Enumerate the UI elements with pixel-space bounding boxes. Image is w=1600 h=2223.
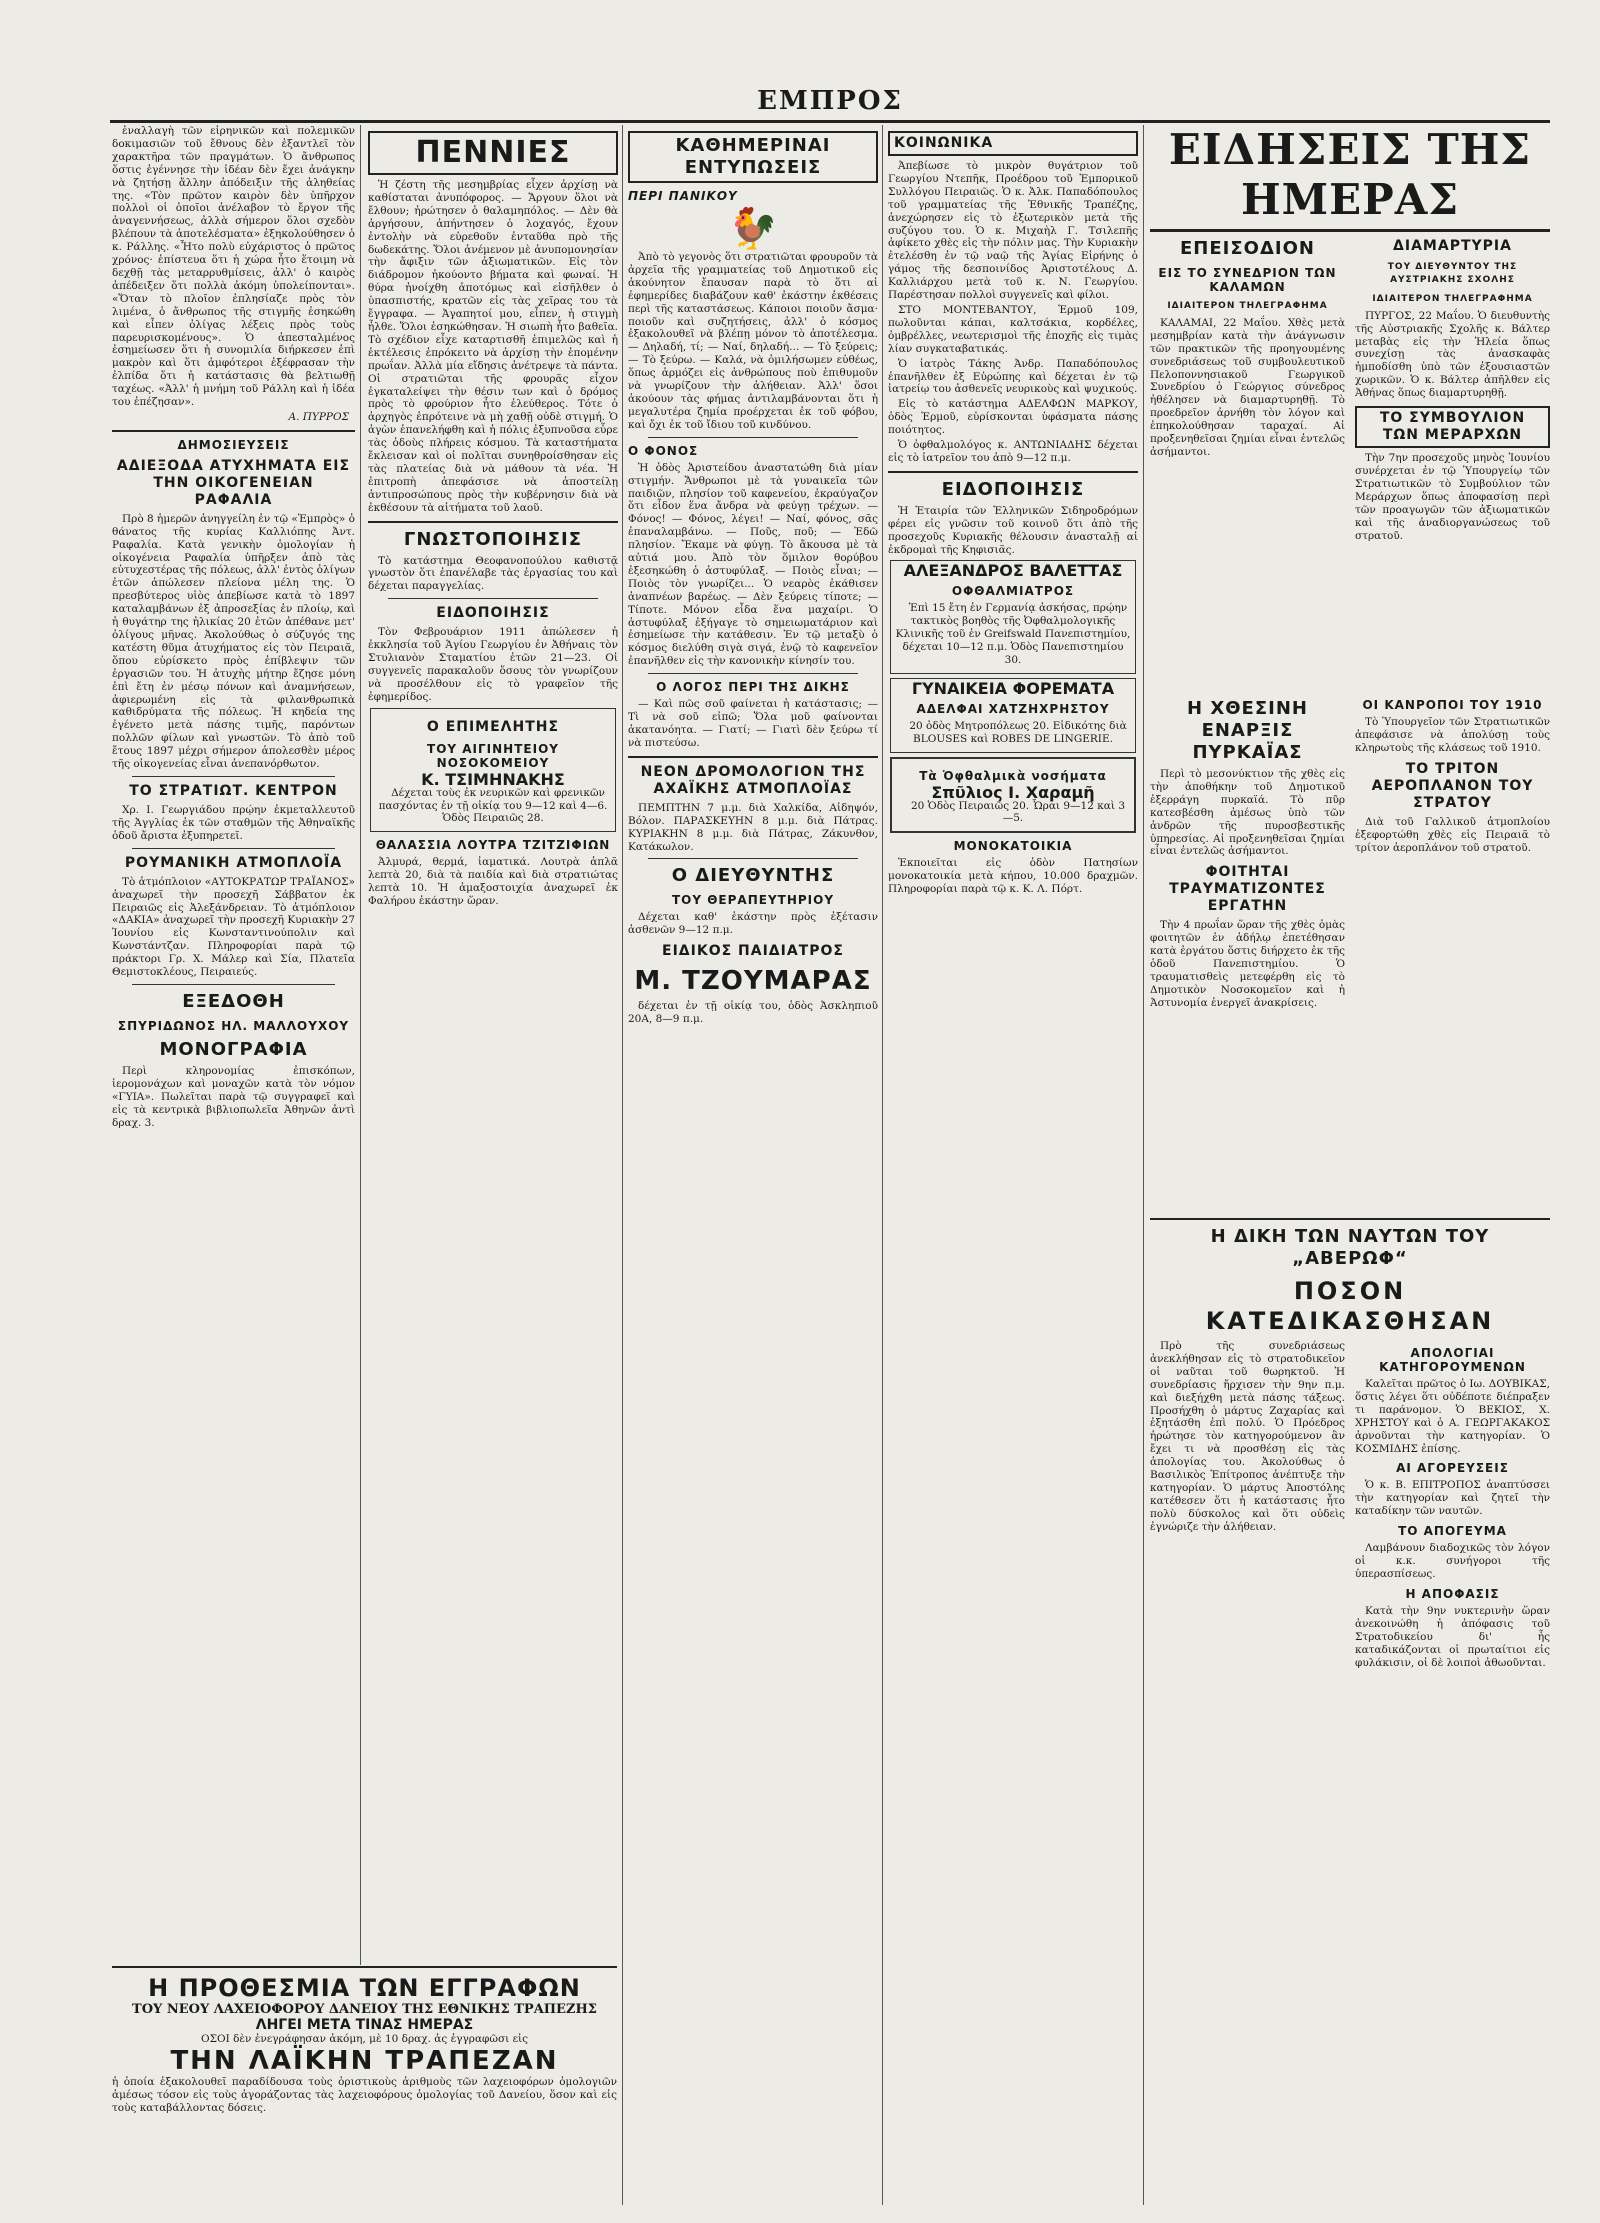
article-headline: Η ΔΙΚΗ ΤΩΝ ΝΑΥΤΩΝ ΤΟΥ „ΑΒΕΡΩΦ“ [1210, 1226, 1490, 1269]
ad-text: Ἀλμυρά, θερμά, ἰαματικά. Λουτρὰ ἁπλᾶ λεπτὰ 20, διὰ τὰ παιδία καὶ διὰ στρατιώτας λεπτὰ 10. Ἡ ἀμαξοστοιχία ἀναχωρεῖ ἐκ Φαλήρου ἑκάστην ὥραν. [368, 856, 618, 908]
column-divider [360, 125, 361, 1965]
article-headline: ΟΙ ΚΑΝΡΟΠΟΙ ΤΟΥ 1910 [1362, 698, 1543, 712]
divider [388, 598, 598, 599]
advertisement [890, 560, 1136, 673]
article-text: Κατὰ τὴν 9ην νυκτερινὴν ὥραν ἀνεκοινώθη ἡ ἀπόφασις τοῦ Στρατοδικείου δι' ἧς καταδικάζονται οἱ πρωταίτιοι εἰς φυλάκισιν, οἱ δὲ λοιποὶ ἀθωοῦνται. [1355, 1604, 1550, 1669]
news-right [1355, 1340, 1550, 1671]
column-5 [1150, 125, 1550, 2205]
ad-headline: ΕΞΕΔΟΘΗ [182, 990, 285, 1012]
column-3 [628, 125, 878, 2205]
article-subheadline: ΕΙΣ ΤΟ ΣΥΝΕΔΡΙΟΝ ΤΩΝ ΚΑΛΑΜΩΝ [1158, 266, 1337, 294]
ad-text: δέχεται ἐν τῇ οἰκίᾳ του, ὁδὸς Ἀσκληπιοῦ 20Α, 8—9 π.μ. [628, 1000, 878, 1026]
ad-text: ΣΤΟ ΜΟΝΤΕΒΑΝΤΟΥ, Ἑρμοῦ 109, πωλοῦνται κάπαι, καλτσάκια, κορδέλες, ὀμβρέλλες, νεωτερισμοὶ τῆς ἐποχῆς εἰς τιμὰς λίαν συγκαταβατικάς. [888, 303, 1138, 355]
notice-text: Τὸ κατάστημα Θεοφανοπούλου καθιστᾷ γνωστὸν ὅτι ἐπανέλαβε τὰς ἐργασίας του καὶ δέχεται παραγγελίας. [368, 554, 618, 593]
notices-headline: ΕΙΔΟΠΟΙΗΣΙΣ [941, 478, 1085, 500]
notice-text: Τὸν Φεβρουάριον 1911 ἀπώλεσεν ἡ ἐκκλησία τοῦ Ἁγίου Γεωργίου ἐν Ἀθήναις τὸν Στυλιανὸν Σταματίου ἐτῶν 21—23. Οἱ συγγενεῖς παρακαλοῦν ὅσους τὸν γνωρίζουν νὰ προσέλθουν εἰς τὸ γραφεῖον τῆς ἐφημερίδος. [368, 626, 618, 703]
ad-name: Μ. ΤΖΟΥΜΑΡΑΣ [634, 966, 872, 997]
article-text: Πρὸ 8 ἡμερῶν ἀνηγγείλη ἐν τῷ «Ἐμπρὸς» ὁ θάνατος τῆς κυρίας Καλλιόπης Ἀντ. Ραφαλία. Κατὰ γενικὴν ὁμολογίαν ἡ οἰκογένεια Ραφαλία ὑπῆρξεν ἀπὸ τὰς εὐτυχεστέρας τῆς πόλεως, ἀλλ' ἐντὸς ὀλίγων ἐτῶν ἀπώλεσεν πλείονα μέλη της. Ὁ πρεσβύτερος υἱὸς ἀπεβίωσε κατὰ τὸ 1897 καταλαμβάνων ἐξ ἀπροσεξίας ἐν πλοίῳ, καὶ ἡ θυγάτηρ της ἡλικίας 20 ἐτῶν ἀπέθανε μετ' ὀλίγους μῆνας. Ἀκολούθως ὁ σύζυγός της κατέστη θῦμα ἀτυχήματος εἰς τὸν Πειραιᾶ, ὅπου εὑρίσκετο πρὸς ἐπίβλεψιν τῶν ἐργασιῶν του. Ἡ ἀτυχὴς μήτηρ ἔζησε μόνη ἐπὶ ἔτη ἐν μέσῳ πόνων καὶ ἀναμνήσεων, ἀφιερωμένη εἰς τὰ φιλανθρωπικὰ καθιδρύματα τῆς πόλεως. Ἡ κηδεία της ἐγένετο μετὰ πάσης τιμῆς, παρόντων πολλῶν φίλων καὶ γνωστῶν. Τὸ ἀπὸ τοῦ ἔτους 1897 μέχρι σήμερον ἀπολεσθὲν μέρος τῆς οἰκογενείας εἶναι ἀνεπανόρθωτον. [112, 512, 355, 771]
banner-text: ΟΣΟΙ δὲν ἐνεγράφησαν ἀκόμη, μὲ 10 δραχ. ἀς ἐγγραφῶσι εἰς [200, 2033, 529, 2045]
article-headline: Η ΑΠΟΦΑΣΙΣ [1405, 1586, 1500, 1601]
divider [628, 756, 878, 758]
article-text: ΠΥΡΓΟΣ, 22 Μαΐου. Ὁ διευθυντὴς τῆς Αὐστριακῆς Σχολῆς κ. Βάλτερ μεταβὰς εἰς τὴν Ἠλεία ὅπως συνεχίσῃ τὰς ἀνασκαφὰς ἠμποδίσθη ὑπὸ τῶν ἐξουσιαστῶν χωρικῶν. Ὁ κ. Βάλτερ ἀπῆλθεν εἰς Ἀθήνας ὅπως διαμαρτυρηθῇ. [1355, 309, 1550, 400]
bottom-banner [112, 1960, 617, 2115]
ad-text: Τὸ ἀτμόπλοιον «ΑΥΤΟΚΡΑΤΩΡ ΤΡΑΪΑΝΟΣ» ἀναχωρεῖ τὴν προσεχῆ Σάββατον ἐκ Πειραιῶς εἰς Ἀλεξάνδρειαν. Τὸ ἀτμόπλοιον «ΔΑΚΙΑ» ἀναχωρεῖ τὴν προσεχῆ Κυριακὴν 27 Ἰουνίου εἰς Κωνσταντινούπολιν καὶ Κωνστάντζαν. Πληροφορίαι παρὰ τῷ πράκτορι Γρ. Χ. Μάλερ καὶ Σία, Πλατεῖα Θεμιστοκλέους, Πειραιεύς. [112, 875, 355, 979]
ad-text: 20 ὁδὸς Μητροπόλεως 20. Εἰδικότης διὰ BLOUSES καὶ ROBES DE LINGERIE. [909, 719, 1127, 745]
ad-headline: ΡΟΥΜΑΝΙΚΗ ΑΤΜΟΠΛΟΪΑ [124, 854, 343, 871]
section-label: ΔΗΜΟΣΙΕΥΣΕΙΣ [177, 437, 290, 452]
article-text: Τὸ Ὑπουργεῖον τῶν Στρατιωτικῶν ἀπεφάσισε νὰ ἀπολύσῃ τοὺς κληρωτοὺς τῆς κλάσεως τοῦ 1910. [1355, 716, 1550, 754]
article-headline: ΑΙ ΑΓΟΡΕΥΣΕΙΣ [1396, 1461, 1509, 1476]
article-text: ἐναλλαγὴ τῶν εἰρηνικῶν καὶ πολεμικῶν δοκιμασιῶν τοῦ ἔθνους δὲν ἐξαντλεῖ τὸν χαρακτῆρα τῶν πραγμάτων. Ὁ ἄνθρωπος ὅστις ἐγέννησε τὴν ἰδέαν δὲν ἔχει ἀνάγκην νὰ ζητήσῃ ἄλλην ἀπόδειξιν τῆς ἀληθείας της. «Τὸν πρῶτον καιρὸν δὲν ὑπῆρχον πολλοὶ οἱ ὁποῖοι ἀνέλαβον τὸ ἔργον τῆς ἀναγεννήσεως, ἀλλὰ σήμερον ὅλοι σχεδὸν βλέπουν τὰ ἀποτελέσματα» ἐξηκολούθησεν ὁ κ. Ράλλης. «Ἦτο πολὺ εὐχάριστος ὁ πρῶτος χρόνος· ἐπίστευα ὅτι ἡ χώρα ἦτο ἕτοιμη νὰ δεχθῇ τὰς μεταρρυθμίσεις, ἀλλ' ὁ καιρὸς ἀπέδειξεν ὅτι πολλὰ ἀκόμη ὑπολείπονται». «Ὅταν τὸ πλοῖον ἐπλησίαζε πρὸς τὸν λιμένα, ὁ ἄνθρωπος τῆς στιγμῆς ἐσηκώθη καὶ εἶπεν ὀλίγας λέξεις πρὸς τοὺς παρευρισκομένους». Ὁ ἀπεσταλμένος ἐσημείωσεν ὅτι ἡ συνομιλία διήρκεσεν ἐπὶ μακρὸν καὶ ὅτι ἀμφότεροι ἐξέφρασαν τὴν ἐλπίδα ὅτι ἡ κατάστασις θὰ βελτιωθῇ ταχέως. «Ἀλλ' ἡ μνήμη τοῦ Ράλλη καὶ ἡ ἰδέα του ἐπέζησαν». [112, 125, 355, 409]
ad-headline: Ο ΕΠΙΜΕΛΗΤΗΣ [426, 718, 560, 735]
ad-text: Δέχεται τοὺς ἐκ νευρικῶν καὶ φρενικῶν πασχόντας ἐν τῇ οἰκίᾳ του 9—12 καὶ 4—6. Ὁδὸς Πειραιῶς 28. [378, 786, 608, 825]
article-headline: ΑΔΙΕΞΟΔΑ ΑΤΥΧΗΜΑΤΑ ΕΙΣ ΤΗΝ ΟΙΚΟΓΕΝΕΙΑΝ ΡΑΦΑΛΙΑ [116, 457, 351, 508]
article-text: Διὰ τοῦ Γαλλικοῦ ἀτμοπλοίου ἐξεφορτώθη χθὲς εἰς Πειραιᾶ τὸ τρίτον ἀεροπλάνον τοῦ στρατοῦ. [1355, 815, 1550, 854]
divider [648, 858, 858, 859]
ad-subheadline: ΟΦΘΑΛΜΙΑΤΡΟΣ [951, 584, 1075, 599]
article-text: Ἡ ζέστη τῆς μεσημβρίας εἶχεν ἀρχίσῃ νὰ καθίσταται ἀνυπόφορος. — Ἄργουν ὅλοι νὰ ἔλθουν; ἠρώτησεν ὁ θαλαμηπόλος. — Δὲν θὰ ἀργήσουν, ἀπήντησεν ὁ λοχαγός, ἔχουν ἐντολὴν νὰ εὑρεθοῦν ἐνταῦθα πρὸ τῆς δωδεκάτης. Ὅλοι ἀνέμενον μὲ ἀνυπομονησίαν τὴν ἄφιξιν τῶν ἀξιωματικῶν. Εἰς τὸν διάδρομον ἠκούοντο βήματα καὶ φωναί. Ἡ θύρα ἠνοίχθη ἀποτόμως καὶ εἰσῆλθεν ὁ ὑπασπιστής, κρατῶν εἰς τὰς χεῖρας του τὰ ἔγγραφα. — Ἀγαπητοί μου, εἶπεν, ἡ στιγμὴ ἦλθε. Ὅλοι ἐσηκώθησαν. Ἡ σιωπὴ ἦτο βαθεῖα. Τὸ σχέδιον εἶχε καταρτισθῆ ἐπιμελῶς καὶ ἡ ἐκτέλεσις ἐπρόκειτο νὰ ἀρχίσῃ τὴν ἑπομένην πρωΐαν. Ἀλλὰ μία εἴδησις ἀνέτρεψε τὰ πάντα. Οἱ στρατιῶται τῆς φρουρᾶς εἶχον ἐγκαταλείψει τὴν θέσιν των καὶ ὁ δρόμος πρὸς τὸ φρούριον ἦτο ἐλεύθερος. Τότε ὁ ἀρχηγὸς ἐπρότεινε νὰ μὴ χαθῇ οὐδὲ στιγμή. Ὁ ἀγὼν ἐπανελήφθη καὶ ἡ πόλις ἐξυπνοῦσα εὗρε τὰς ὁδοὺς πλήρεις κόσμου. Τὰ καταστήματα ἔκλεισαν καὶ οἱ πολῖται συνηθροίσθησαν εἰς τὰς πλατείας διὰ νὰ μάθουν τὰ νέα. Ἡ ἐπιτροπὴ ἀπεφάσισε νὰ ἀποστείλῃ ἀντιπροσώπους πρὸς τὴν κυβέρνησιν διὰ νὰ ἐκθέσουν τὰ αἰτήματα τοῦ λαοῦ. [368, 179, 618, 514]
article-headline: ΤΟ ΑΠΟΓΕΥΜΑ [1398, 1524, 1507, 1539]
signature: Α. ΠΥΡΡΟΣ [288, 410, 349, 423]
ad-text: ΠΕΜΠΤΗΝ 7 μ.μ. διὰ Χαλκίδα, Αἰδηψόν, Βόλον. ΠΑΡΑΣΚΕΥΗΝ 8 μ.μ. διὰ Πάτρας. ΚΥΡΙΑΚΗΝ 8 μ.μ. διὰ Πάτρας, Ζάκυνθον, Κατάκωλον. [628, 801, 878, 853]
news-left [1150, 692, 1345, 1012]
article-headline: ΑΠΟΛΟΓΙΑΙ ΚΑΤΗΓΟΡΟΥΜΕΝΩΝ [1379, 1346, 1526, 1374]
banner-subheadline: ΤΟΥ ΝΕΟΥ ΛΑΧΕΙΟΦΟΡΟΥ ΔΑΝΕΙΟΥ ΤΗΣ ΕΘΝΙΚΗΣ ΤΡΑΠΕΖΗΣ [132, 2002, 597, 2017]
article-text: Τὴν 4 πρωΐαν ὥραν τῆς χθὲς ὁμὰς φοιτητῶν ἐν ἀδήλῳ ἐπετέθησαν κατὰ ἐργάτου ὅστις διήρχετο ἐκ τῆς ὁδοῦ Πανεπιστημίου. Ὁ τραυματισθεὶς μετεφέρθη εἰς τὸ Δημοτικὸν Νοσοκομεῖον καὶ ἡ Ἀστυνομία ἐνεργεῖ ἀνακρίσεις. [1150, 919, 1345, 1009]
article-text: Ὁ κ. Β. ΕΠΙΤΡΟΠΟΣ ἀναπτύσσει τὴν κατηγορίαν καὶ ζητεῖ τὴν καταδίκην τῶν ναυτῶν. [1355, 1479, 1550, 1518]
article-tag: ΙΔΙΑΙΤΕΡΟΝ ΤΗΛΕΓΡΑΦΗΜΑ [1167, 301, 1328, 311]
notice-text: Ἡ Ἑταιρία τῶν Ἑλληνικῶν Σιδηροδρόμων φέρει εἰς γνῶσιν τοῦ κοινοῦ ὅτι ἀπὸ τῆς προσεχοῦς Κυριακῆς θέλουσιν ἀνασταλῇ αἱ ἐκδρομαὶ τῆς Κηφισιᾶς. [888, 504, 1138, 556]
ad-headline: Τὰ Ὀφθαλμικὰ νοσήματα [919, 768, 1107, 783]
news-left [1150, 1340, 1345, 1536]
ad-text: Χρ. Ι. Γεωργιάδου πρῴην ἐκμεταλλευτοῦ τῆς Ἀγγλίας ἐκ τῶν σταθμῶν τῆς Ἀθηναϊκῆς ὁδοῦ ἄριστα ἐξυπηρετεῖ. [112, 803, 355, 842]
newspaper-title: ΕΜΠΡΟΣ [757, 86, 903, 116]
article-text: ΚΑΛΑΜΑΙ, 22 Μαΐου. Χθὲς μετὰ μεσημβρίαν κατὰ τὴν ἀνάγνωσιν τῶν πρακτικῶν τῆς προηγουμένης συνεδριάσεως τοῦ συμβουλευτικοῦ Πελοποννησιακοῦ Γεωργικοῦ Συνεδρίου ὁ Γεώργιος σύνεδρος ἠθέλησεν νὰ διαμαρτυρηθῇ. Τὸ προεδρεῖον ἀρνήθη τὸν λόγον καὶ ἐπηκολούθησαν ταραχαί. Αἱ προξενηθεῖσαι ζημίαι εἶναι ἐντελῶς ἀσήμαντοι. [1150, 316, 1345, 458]
page-section-headline: ΕΙΔΗΣΕΙΣ ΤΗΣ ΗΜΕΡΑΣ [1150, 125, 1550, 232]
ad-text: 20 Ὁδὸς Πειραιῶς 20. Ὧραι 9—12 καὶ 3—5. [910, 799, 1126, 825]
article-headline: Η ΧΘΕΣΙΝΗ ΕΝΑΡΞΙΣ ΠΥΡΚΑΪΑΣ [1187, 698, 1308, 763]
article-text: Πρὸ τῆς συνεδριάσεως ἀνεκλήθησαν εἰς τὸ στρατοδικεῖον οἱ ναῦται τοῦ θωρηκτοῦ. Ἡ συνεδρίασις ἤρχισεν τὴν 9ην π.μ. καὶ διεξήχθη μετὰ πάσης τάξεως. Προσήχθη ὁ μάρτυς Ζαχαρίας καὶ ἐξητάσθη ἐπὶ πολύ. Ὁ Πρόεδρος ἠρώτησε τὸν κατηγορούμενον ἂν ἔχει τι νὰ προσθέσῃ εἰς τὰς ἀπολογίας του. Ἀκολούθως ὁ Βασιλικὸς Ἐπίτροπος ἀνέπτυξε τὴν κατηγορίαν. Ὁ μάρτυς Ἀποστόλης κατέθεσεν ὅτι ἡ κατάστασις ἦτο πολὺ δύσκολος καὶ ὅτι οὐδεὶς ἐγνώριζε τὴν ἀλήθειαν. [1150, 1340, 1345, 1533]
article-text: Ἡ ὁδὸς Ἀριστείδου ἀναστατώθη διὰ μίαν στιγμήν. Ἄνθρωποι μὲ τὰ γυναικεῖα τῶν παιδιῶν, πλησίον τοῦ καφενείου, ἐκραύγαζον ὅτι εἶδον ἕνα ἄνδρα νὰ φεύγῃ τρέχων. — Φόνος! — Φόνος, λέγει! — Ναί, φόνος, σᾶς ἐπαναλαμβάνω. — Ποῦς, ποῦ; — Ἐδῶ πλησίον. Ἔκαμε νὰ φύγῃ. Τὸ ἄκουσα μὲ τὰ αὐτιά μου. Ἀπὸ τὸν ὅμιλον θορύβου ἐξεσηκώθη ὁ ἀστυφύλαξ. — Ποιὸς εἶναι; — Ποιὸς τὸν γνωρίζει... Ὁ νεαρὸς ἐκάθισεν ἀναπνέων βαρέως. — Δὲν ξεύρεις τίποτε; — Τίποτε. Μόνον εἶδα ἕνα μαχαίρι. Ὁ ἀστυφύλαξ ἐξήγαγε τὸ σημειωματάριον καὶ ἐσημείωσε τὴν κατάθεσιν. Ἐν τῷ μεταξὺ ὁ κόσμος διελύθη σιγὰ σιγά, ἐνῷ τὸ καφενεῖον ἐπανῆλθεν εἰς τὴν κανονικὴν κίνησίν του. [628, 461, 878, 668]
ad-headline: ΝΕΟΝ ΔΡΟΜΟΛΟΓΙΟΝ ΤΗΣ ΑΧΑΪΚΗΣ ΑΤΜΟΠΛΟΪΑΣ [640, 763, 866, 797]
article-subheadline: ΠΟΣΟΝ ΚΑΤΕΔΙΚΑΣΘΗΣΑΝ [1205, 1277, 1495, 1335]
article-headline: Ο ΛΟΓΟΣ ΠΕΡΙ ΤΗΣ ΔΙΚΗΣ [656, 680, 850, 695]
column-divider [622, 125, 623, 2205]
column-divider [882, 125, 883, 2205]
article-headline: ΕΠΕΙΣΟΔΙΟΝ [1180, 238, 1315, 259]
divider [112, 430, 355, 432]
article-text: Καλεῖται πρῶτος ὁ Ιω. ΔΟΥΒΙΚΑΣ, ὅστις λέγει ὅτι οὐδέποτε διέπραξεν τι παράνομον. Ὁ ΒΕΚΙΟΣ, Χ. ΧΡΗΣΤΟΥ καὶ ὁ Α. ΓΕΩΡΓΑΚΑΚΟΣ ἀρνοῦνται τὴν κατηγορίαν. Ὁ ΚΟΣΜΙΔΗΣ ἐπίσης. [1355, 1378, 1550, 1455]
news-right [1355, 692, 1550, 856]
article-headline: Ο ΦΟΝΟΣ [628, 443, 699, 458]
article-headline: ΤΟ ΣΥΜΒΟΥΛΙΟΝ ΤΩΝ ΜΕΡΑΡΧΩΝ [1355, 406, 1550, 448]
article-headline: ΤΟ ΤΡΙΤΟΝ ΑΕΡΟΠΛΑΝΟΝ ΤΟΥ ΣΤΡΑΤΟΥ [1371, 760, 1534, 811]
masthead [110, 86, 1550, 123]
article-text: — Καὶ πῶς σοῦ φαίνεται ἡ κατάστασις; — Τὶ νὰ σοῦ εἰπῶ; Ὅλα μοῦ φαίνονται ἀκατανόητα. — Γιατί; — Γιατὶ δὲν ξεύρω τί νὰ πιστεύσω. [628, 698, 878, 749]
column-4 [888, 125, 1138, 2205]
banner-text: ἡ ὁποία ἐξακολουθεῖ παραδίδουσα τοὺς ὁριστικοὺς ἀριθμοὺς τῶν λαχειοφόρων ὁμολογιῶν ἀμέσως τόσον εἰς τοὺς ἀγοράζοντας τὰς λαχειοφόρους ὁμολογίας τοῦ Δανείου, ὅσον καὶ εἰς τοὺς καταβάλλοντας δόσεις. [112, 2075, 617, 2114]
ad-text: Ὁ ὀφθαλμολόγος κ. ΑΝΤΩΝΙΑΔΗΣ δέχεται εἰς τὸ ἰατρεῖον του ἀπὸ 9—12 π.μ. [888, 439, 1138, 464]
divider [132, 848, 335, 849]
ad-headline: Ο ΔΙΕΥΘΥΝΤΗΣ [671, 865, 835, 887]
article-headline: ΦΟΙΤΗΤΑΙ ΤΡΑΥΜΑΤΙΖΟΝΤΕΣ ΕΡΓΑΤΗΝ [1169, 864, 1326, 915]
ad-author: ΣΠΥΡΙΔΩΝΟΣ ΗΛ. ΜΑΛΛΟΥΧΟΥ [117, 1018, 350, 1033]
divider [112, 1966, 617, 1968]
banner-tagline: ΛΗΓΕΙ ΜΕΤΑ ΤΙΝΑΣ ΗΜΕΡΑΣ [255, 2017, 474, 2033]
column-headline: ΚΑΘΗΜΕΡΙΝΑΙ ΕΝΤΥΠΩΣΕΙΣ [628, 131, 878, 183]
column-headline: ΚΟΙΝΩΝΙΚΑ [888, 131, 1138, 156]
advertisement [890, 678, 1136, 753]
rooster-icon: 🐓 [728, 206, 778, 252]
ad-text: Ἐπὶ 15 ἔτη ἐν Γερμανίᾳ ἀσκήσας, πρῴην τακτικὸς βοηθὸς τῆς Ὀφθαλμολογικῆς Κλινικῆς τοῦ ἐν Greifswald Πανεπιστημίου, δέχεται 10—12 π.μ. Ὁδὸς Πανεπιστημίου 30. [895, 602, 1131, 666]
advertisement [370, 708, 616, 833]
article-tag: ΙΔΙΑΙΤΕΡΟΝ ΤΗΛΕΓΡΑΦΗΜΑ [1372, 293, 1533, 304]
advertisement [890, 757, 1136, 834]
notices-headline: ΕΙΔΟΠΟΙΗΣΙΣ [436, 605, 550, 622]
ad-subheadline: ΑΔΕΛΦΑΙ ΧΑΤΖΗΧΡΗΣΤΟΥ [916, 701, 1110, 716]
divider [368, 521, 618, 523]
banner-bank-name: ΤΗΝ ΛΑΪΚΗΝ ΤΡΑΠΕΖΑΝ [170, 2045, 559, 2076]
banner-headline: Η ΠΡΟΘΕΣΜΙΑ ΤΩΝ ΕΓΓΡΑΦΩΝ [148, 1974, 581, 2002]
ad-text: Ἐκποιεῖται εἰς ὁδὸν Πατησίων μονοκατοικία μετὰ κήπου, 10.000 δραχμῶν. Πληροφορίαι παρὰ τῷ κ. Κ. Λ. Πόρτ. [888, 857, 1138, 896]
ad-name: ΑΛΕΞΑΝΔΡΟΣ ΒΑΛΕΤΤΑΣ [903, 561, 1123, 581]
article-text: Περὶ τὸ μεσονύκτιον τῆς χθὲς εἰς τὴν ἀποθήκην τοῦ Δημοτικοῦ ἐξερράγη πυρκαϊά. Τὸ πῦρ κατεσβέσθη ἀμέσως ὑπὸ τῶν ἀνδρῶν τῆς πυροσβεστικῆς ὑπηρεσίας. Αἱ προξενηθεῖσαι ζημίαι εἶναι ἐντελῶς ἀσήμαντοι. [1150, 768, 1345, 858]
divider [132, 984, 335, 985]
divider [648, 437, 858, 438]
column-divider [1143, 125, 1144, 2205]
ad-name: Κ. ΤΣΙΜΗΝΑΚΗΣ [421, 769, 565, 789]
news-right [1355, 232, 1550, 544]
ad-text: Περὶ κληρονομίας ἐπισκόπων, ἱερομονάχων καὶ μοναχῶν κατὰ τὸν νόμον «ΓΥΙΑ». Πωλεῖται παρὰ τῷ συγγραφεῖ καὶ εἰς τὰ κεντρικὰ βιβλιοπωλεῖα Ἀθηνῶν ἀντὶ δραχ. 3. [112, 1064, 355, 1129]
news-left [1150, 232, 1345, 461]
ad-title: ΜΟΝΟΓΡΑΦΙΑ [159, 1038, 308, 1060]
ad-headline: ΜΟΝΟΚΑΤΟΙΚΙΑ [953, 839, 1073, 854]
article-headline: ΔΙΑΜΑΡΤΥΡΙΑ [1393, 238, 1512, 254]
column-1 [112, 125, 355, 1955]
ad-text: Ὁ ἰατρὸς Τάκης Ἀνδρ. Παπαδόπουλος ἐπανῆλθεν ἐξ Εὐρώπης καὶ δέχεται ἐν τῷ ἰατρείῳ του ἀσθενεῖς νευρικοὺς καὶ ψυχικούς. [888, 357, 1138, 396]
article-text: Ἀπεβίωσε τὸ μικρὸν θυγάτριον τοῦ Γεωργίου Ντεπῆκ, Προέδρου τοῦ Ἐμπορικοῦ Συλλόγου Πειραιῶς. Ὁ κ. Ἀλκ. Παπαδόπουλος τοῦ γραμματείας τῆς Ἐθνικῆς Τραπέζης, ἀνεχώρησεν εἰς τὸ ἐξωτερικὸν μετὰ τῆς συζύγου του. Ὁ κ. Μιχαὴλ Γ. Τσιλεπῆς ἀφίκετο χθὲς εἰς τὴν πόλιν μας. Τὴν Κυριακὴν ἐτελέσθη ἐν τῷ ναῷ τῆς Ἁγίας Εἰρήνης ὁ γάμος τῆς δεσποινίδος Ἀριστοτέλους Δ. Καλλιάρχου μετὰ τοῦ κ. Ν. Γεωργίου. Παρέστησαν πολλοὶ συγγενεῖς καὶ φίλοι. [888, 160, 1138, 302]
article-text: Τὴν 7ην προσεχοῦς μηνὸς Ἰουνίου συνέρχεται ἐν τῷ Ὑπουργείῳ τῶν Στρατιωτικῶν τὸ Συμβούλιον τῶν Μεράρχων ὅπως ἀποφασίσῃ περὶ τῶν προαγωγῶν τῶν ἀξιωματικῶν καὶ τῆς ἀναδιοργανώσεως τοῦ στρατοῦ. [1355, 452, 1550, 542]
divider [1150, 1218, 1550, 1220]
article-text: Λαμβάνουν διαδοχικῶς τὸν λόγον οἱ κ.κ. συνήγοροι τῆς ὑπερασπίσεως. [1355, 1542, 1550, 1580]
ad-text: Εἰς τὸ κατάστημα ΑΔΕΛΦΩΝ ΜΑΡΚΟΥ, ὁδὸς Ἑρμοῦ, εὑρίσκονται ὑφάσματα πάσης ποιότητος. [888, 398, 1138, 437]
ad-name: Σπῦλιος Ι. Χαραμῆ [931, 782, 1095, 802]
ad-text: Δέχεται καθ' ἑκάστην πρὸς ἐξέτασιν ἀσθενῶν 9—12 π.μ. [628, 911, 878, 937]
divider [648, 673, 858, 674]
ad-headline: ΕΙΔΙΚΟΣ ΠΑΙΔΙΑΤΡΟΣ [662, 943, 844, 960]
column-headline: ΠΕΝΝΙΕΣ [368, 131, 618, 175]
article-text: Ἀπὸ τὸ γεγονὸς ὅτι στρατιῶται φρουροῦν τὰ ἀρχεῖα τῆς γραμματείας τοῦ Δημοτικοῦ εἰς ἀκούνητον ἔπαυσαν παρὰ τὸ ὅτι αἱ ἐφημερίδες διαβάζουν καθ' ἑκάστην ἐκθέσεις περὶ τῆς καταστάσεως. Κάποιοι ποιοῦν ἄσμα· ποιοῦν καὶ συζητήσεις, ἀλλ' ὁ κόσμος ἐξακολουθεῖ νὰ βλέπῃ μόνον τὸ ἀποτέλεσμα. — Δηλαδή, τί; — Ναί, δηλαδή... — Τὸ ξεύρεις; — Τὸ ξεύρω. — Καλά, νὰ ὁμιλήσωμεν εὐθέως, ὅπως ἁρμόζει εἰς ἀνθρώπους ποὺ ἐπιθυμοῦν νὰ γνωρίζουν τὴν ἀλήθειαν. Ἀλλ' ὅσοι ἀκούουν τὰς φήμας ἀντιλαμβάνονται ὅτι ἡ μεγαλυτέρα ζημία προέρχεται ἐκ τοῦ φόβου, καὶ ὄχι ἐκ τοῦ ἴδιου τοῦ κινδύνου. [628, 251, 878, 431]
column-2 [368, 125, 618, 1955]
ad-name: ΓΥΝΑΙΚΕΙΑ ΦΟΡΕΜΑΤΑ [911, 678, 1115, 698]
notices-headline: ΓΝΩΣΤΟΠΟΙΗΣΙΣ [403, 528, 583, 550]
divider [888, 471, 1138, 473]
ad-headline: ΤΟ ΣΤΡΑΤΙΩΤ. ΚΕΝΤΡΟΝ [129, 782, 338, 799]
column-subheadline: ΠΕΡΙ ΠΑΝΙΚΟΥ [628, 189, 738, 203]
ad-headline: ΘΑΛΑΣΣΙΑ ΛΟΥΤΡΑ ΤΖΙΤΖΙΦΙΩΝ [375, 838, 611, 853]
ad-subheadline: ΤΟΥ ΘΕΡΑΠΕΥΤΗΡΙΟΥ [671, 893, 835, 908]
divider [132, 776, 335, 777]
article-subheadline: ΤΟΥ ΔΙΕΥΘΥΝΤΟΥ ΤΗΣ ΑΥΣΤΡΙΑΚΗΣ ΣΧΟΛΗΣ [1387, 262, 1518, 285]
ad-subheadline: ΤΟΥ ΑΙΓΙΝΗΤΕΙΟΥ ΝΟΣΟΚΟΜΕΙΟΥ [427, 741, 559, 770]
